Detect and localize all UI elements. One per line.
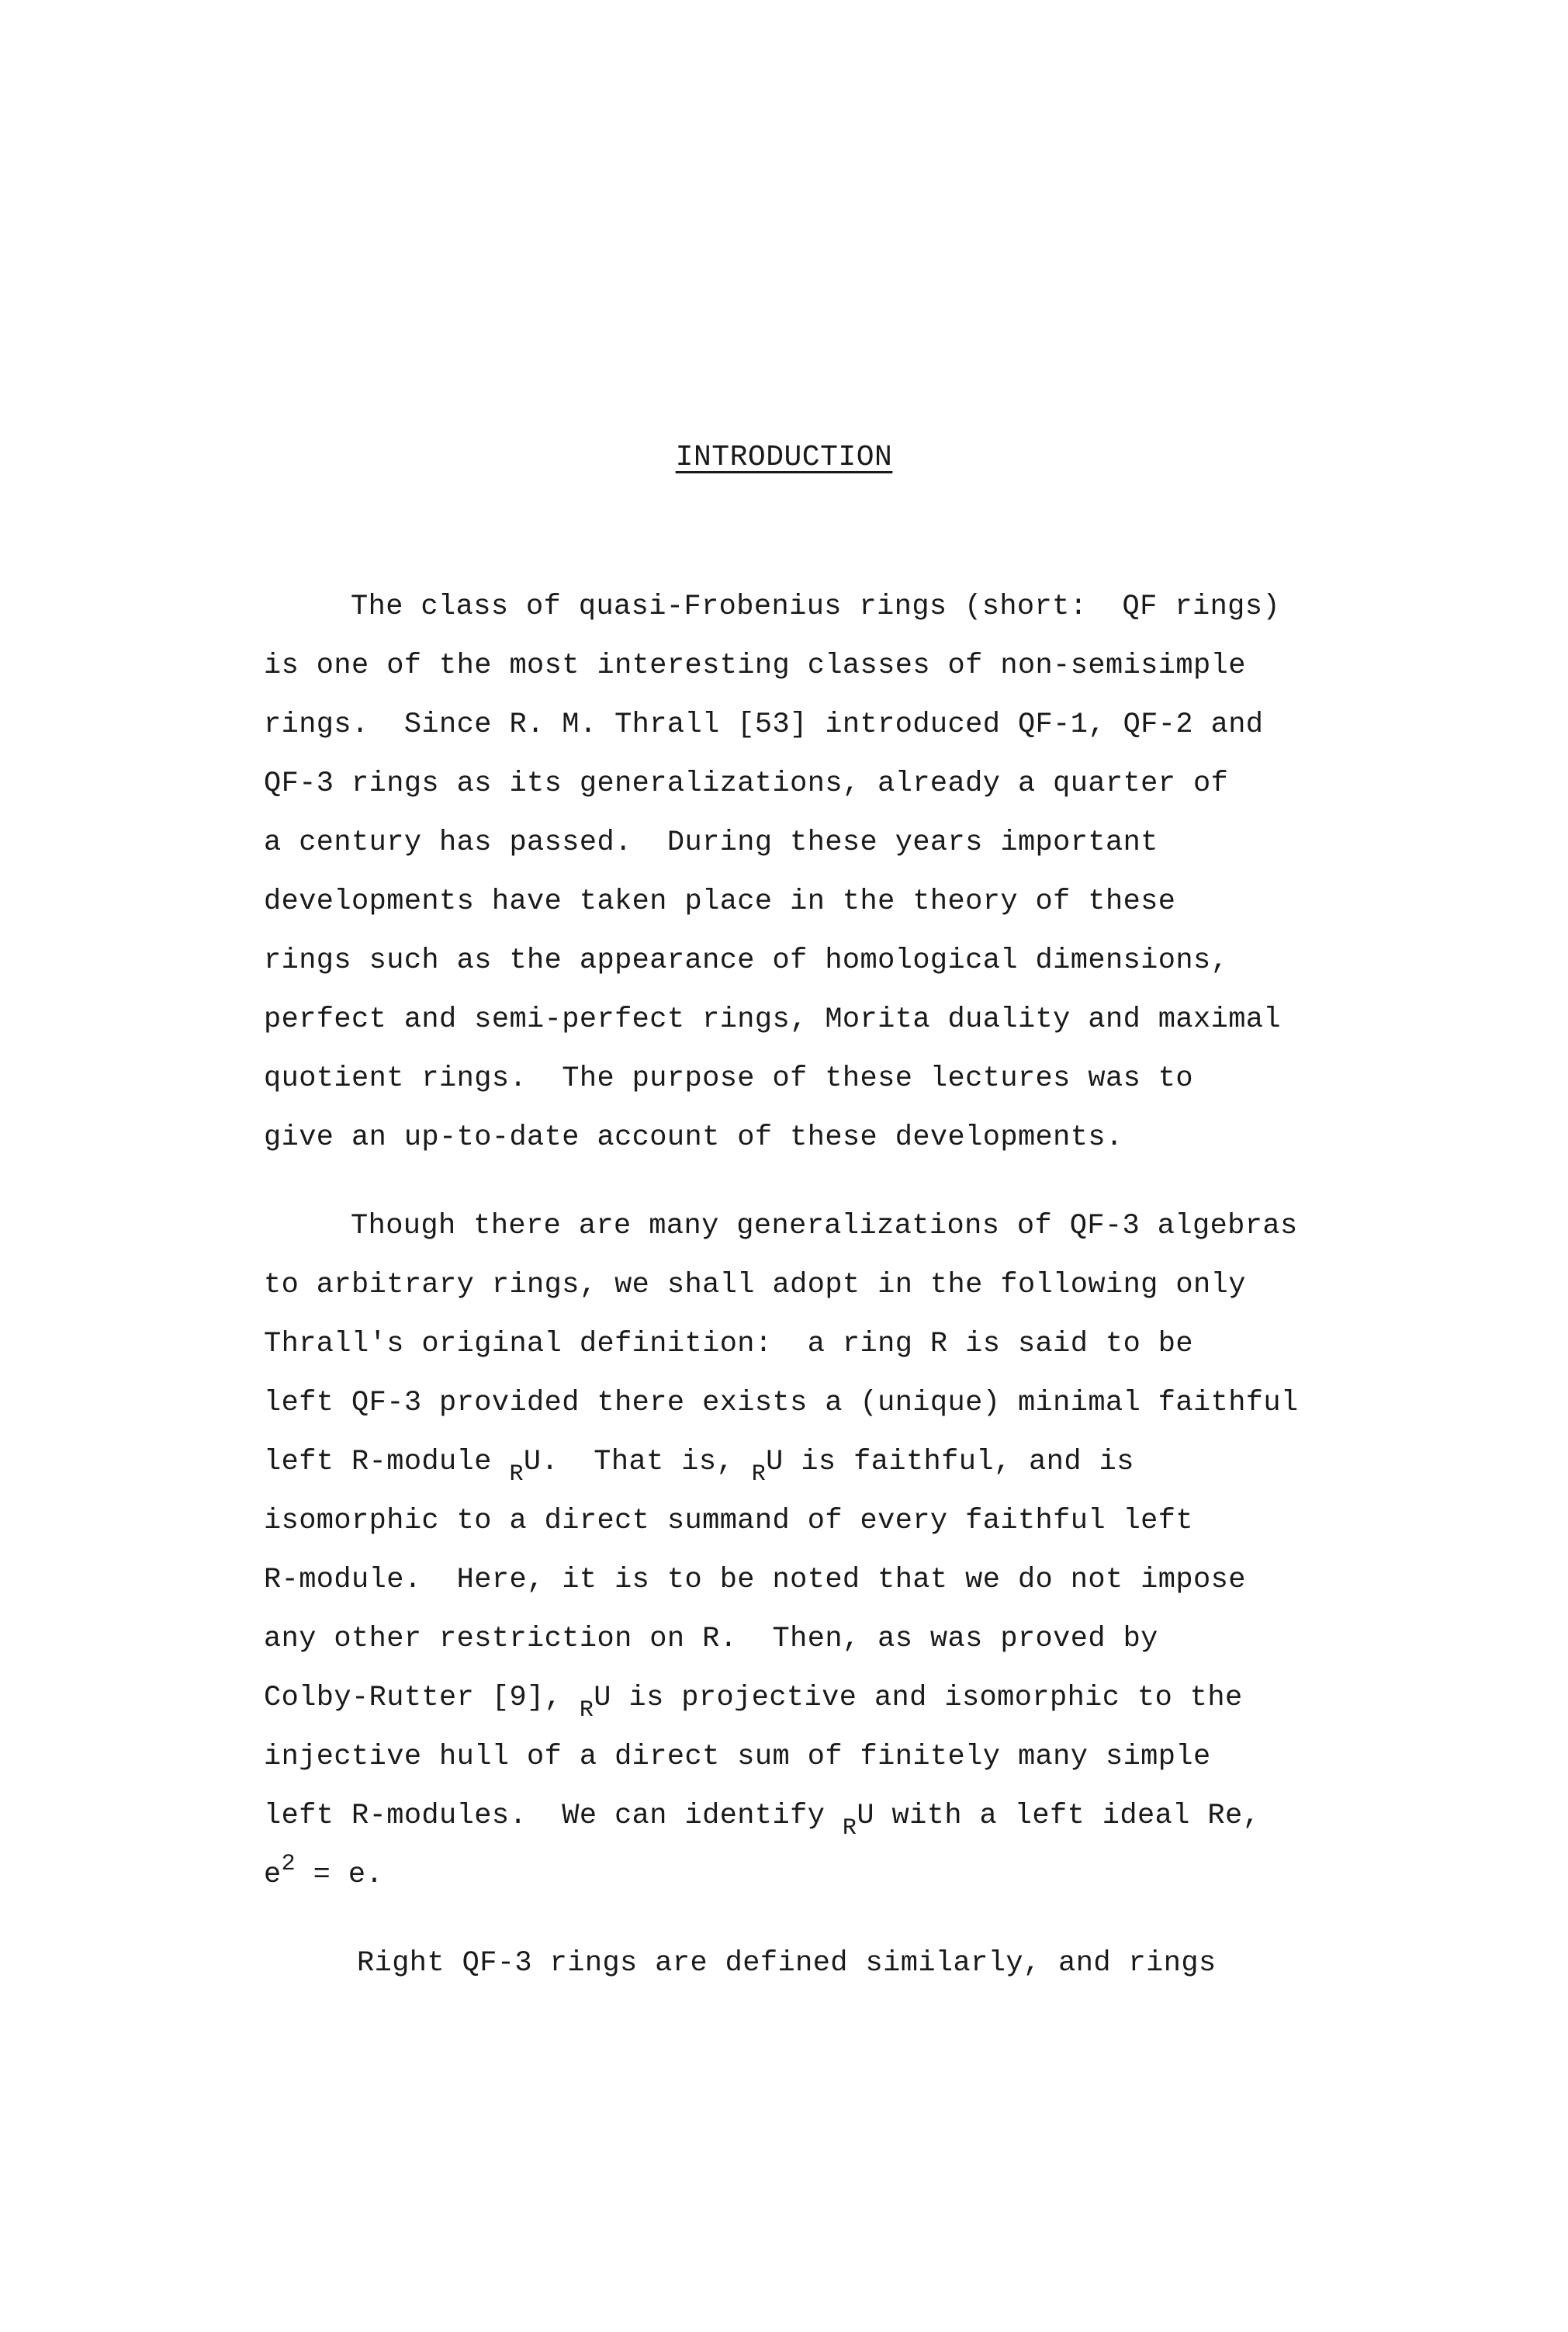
paragraph-1-line-8: perfect and semi-perfect rings, Morita duality and maximal xyxy=(264,1003,1282,1036)
paragraph-1-line-2: is one of the most interesting classes of non-semisimple xyxy=(264,650,1246,682)
text-segment: left R-module xyxy=(264,1446,510,1478)
text-segment: Colby-Rutter [9], xyxy=(264,1682,580,1714)
paragraph-2-line-8: any other restriction on R. Then, as was proved by xyxy=(264,1623,1158,1655)
paragraph-1-line-4: QF-3 rings as its generalizations, already a quarter of xyxy=(264,768,1229,800)
text-segment: U is faithful, and is xyxy=(766,1446,1134,1478)
paragraph-2-line-4: left QF-3 provided there exists a (unique) minimal faithful xyxy=(264,1387,1299,1419)
paragraph-3-line-1: Right QF-3 rings are defined similarly, and rings xyxy=(357,1947,1217,1980)
paragraph-1-line-9: quotient rings. The purpose of these lectures was to xyxy=(264,1062,1193,1095)
paragraph-1-line-6: developments have taken place in the theory of these xyxy=(264,885,1176,918)
paragraph-2-line-5 xyxy=(264,1445,1134,1488)
paragraph-1-line-1: The class of quasi-Frobenius rings (short: QF rings) xyxy=(351,591,1280,623)
paragraph-1-line-10: give an up-to-date account of these developments. xyxy=(264,1121,1123,1154)
paragraph-1-line-3: rings. Since R. M. Thrall [53] introduced QF-1, QF-2 and xyxy=(264,709,1264,741)
text-segment: = e. xyxy=(296,1859,384,1891)
paragraph-1-line-7: rings such as the appearance of homological dimensions, xyxy=(264,944,1229,977)
subscript-r: R xyxy=(509,1461,524,1488)
paragraph-2-line-3: Thrall's original definition: a ring R is said to be xyxy=(264,1328,1193,1360)
subscript-r: R xyxy=(579,1697,594,1724)
page-title: INTRODUCTION xyxy=(675,441,893,474)
paragraph-2-line-7: R-module. Here, it is to be noted that we do not impose xyxy=(264,1564,1246,1596)
superscript-2: 2 xyxy=(281,1851,296,1877)
paragraph-2-line-6: isomorphic to a direct summand of every faithful left xyxy=(264,1505,1193,1537)
subscript-r: R xyxy=(842,1815,857,1842)
paragraph-2-line-10: injective hull of a direct sum of finitely many simple xyxy=(264,1741,1211,1773)
text-segment: U with a left ideal Re, xyxy=(857,1800,1261,1832)
paragraph-2-line-9 xyxy=(264,1681,1243,1724)
text-segment: left R-modules. We can identify xyxy=(264,1800,843,1832)
paragraph-2-line-11 xyxy=(264,1799,1261,1842)
paragraph-2-line-1: Though there are many generalizations of QF-3 algebras xyxy=(351,1210,1298,1242)
text-segment: U. That is, xyxy=(523,1446,752,1478)
paragraph-1-line-5: a century has passed. During these years important xyxy=(264,826,1158,859)
text-segment: e xyxy=(264,1859,282,1891)
text-segment: U is projective and isomorphic to the xyxy=(594,1682,1243,1714)
subscript-r: R xyxy=(751,1461,767,1488)
paragraph-2-line-2: to arbitrary rings, we shall adopt in the following only xyxy=(264,1269,1246,1301)
paragraph-2-line-12 xyxy=(264,1851,384,1894)
